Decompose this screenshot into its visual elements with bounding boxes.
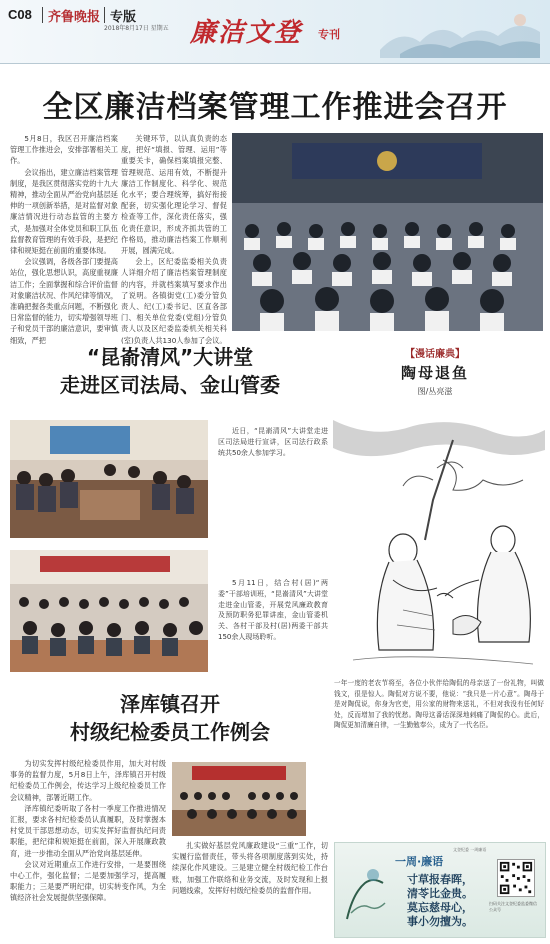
- paragraph: 5月8日，我区召开廉洁档案管理工作推进会，安排部署相关工作。: [10, 134, 118, 166]
- motto-line: 清苓比金贵。: [407, 887, 473, 900]
- article3-column-2: [172, 840, 328, 938]
- lecture-caption-2: [218, 578, 328, 670]
- caption-text: 5月11日，结合村(居)“两委”干部培训班，“昆嵛清风”大讲堂走进金山管委，开展党风廉政教育及预防职务犯罪讲座，金山管委机关、各村干部及村(居)两委干部共150余人现场聆听。: [218, 579, 328, 641]
- comic-verse-text: 一年一度的老农节将至，各位小伙伴给陶侃的母亲送了一份礼物，叫做钱文，很是惊人。陶侃对方说不要，他说：“我只是一片心意”。陶母于是对陶侃说，你身为官吏，用公家的财物来送礼，不但对我没有任何好处，反而增加了我的忧愁。陶母这番话深深地刺痛了陶侃的心。此后，陶侃更加清廉自律，一生勤勉奉公，成为了一代名臣。: [334, 679, 544, 729]
- ink-landscape-decoration: [380, 8, 540, 58]
- section-name: 专版: [110, 10, 137, 25]
- paragraph: 会议指出，建立廉洁档案管理制度，是我区贯彻落实党的十九大精神，推动全面从严治党向基层延伸的一项创新举措，是对监督对象廉洁情况进行动态监管的主要方式，是加强对全体党员和职工队伍监督教育管理的有效手段，是把纪律和规矩挺在前面的重要体现。: [10, 167, 118, 256]
- comic-credit: 图/丛亮滋: [417, 387, 453, 396]
- qr-code-icon[interactable]: [497, 859, 535, 897]
- article1-column-1: [10, 133, 118, 345]
- paragraph: 泽库镇纪委听取了各村一季度工作推进情况汇报，要求各村纪检委员认真履职，及时掌握本村党员干部思想动态，切实发挥好监督执纪问责职能，把纪律和规矩挺在前面，深入开展廉政教育，进一步推动全面从严治党向基层延伸。: [10, 803, 166, 858]
- lecture-photo-jinshan: [10, 550, 208, 672]
- article3-column-1: [10, 758, 166, 938]
- issue-date: 2018年8月17日 星期五: [104, 25, 169, 32]
- article1-column-2: [121, 133, 227, 345]
- headline-line: 泽库镇召开: [120, 692, 220, 716]
- article3-headline: [20, 690, 320, 746]
- paragraph: 会上，区纪委监委相关负责人详细介绍了廉洁档案管理制度的内容，并就档案填写要求作出了说明。各镇街党(工)委分管负责人、纪(工)委书记、区直各部门、相关单位党委(党组)分管负责人以及区纪委监委机关相关科(室)负责人共130人参加了会议。: [121, 257, 227, 345]
- paragraph: 扎实做好基层党风廉政建设“三重”工作，切实履行监督责任，带头将各项制度落到实处，持续深化作风建设。三是建立健全村级纪检工作台账，加强工作联络和业务交流，及时发现和上报问题线索，发挥好村级纪检委员的监督作用。: [172, 841, 328, 895]
- ink-wash-decoration: [343, 863, 387, 923]
- caption-text: 近日，“昆嵛清风”大讲堂走进区司法局进行宣讲，区司法行政系统共50余人参加学习。: [218, 427, 328, 457]
- headline-line: 走进区司法局、金山管委: [60, 373, 280, 397]
- lecture-caption-1: [218, 426, 328, 486]
- article2-headline: [20, 343, 320, 399]
- masthead-divider: [42, 7, 43, 23]
- comic-title: 陶母退鱼: [400, 364, 469, 382]
- paragraph: 关键环节，以认真负责的态度，把好“填报、管理、运用”等重要关卡，确保档案填报完整、管理规范、运用有效，不断提升廉洁工作制度化、科学化、规范化水平；要合理统筹，搞好衔接配套，切实强化理论学习、督促检查等工作，深化责任落实，强化责任意识，形成齐抓共管的工作格局，推动廉洁档案工作顺利开展，圆满完成。: [121, 134, 227, 256]
- lecture-photo-justice-bureau: [10, 420, 208, 538]
- comic-column-tag: 【漫话廉典】: [405, 349, 465, 360]
- main-headline: 全区廉洁档案管理工作推进会召开: [42, 90, 508, 125]
- supplement-title: 廉洁文登: [190, 18, 303, 48]
- newspaper-name: 齐鲁晚报: [48, 10, 101, 25]
- motto-line: 寸草报春晖，: [407, 873, 473, 886]
- paragraph: 为切实发挥村级纪检委员作用，加大对村级事务的监督力度，5月8日上午，泽库镇召开村级纪检委员工作例会，传达学习上级纪检委员工作会议精神，部署近期工作。: [10, 759, 166, 802]
- ad-title: 一周·廉语: [395, 855, 444, 868]
- page-number: C08: [8, 7, 32, 22]
- motto-line: 莫忘慈母心，: [407, 901, 473, 914]
- headline-line: “昆嵛清风”大讲堂: [86, 345, 254, 369]
- meeting-photo: [232, 133, 543, 331]
- paragraph: 会议强调，各级各部门要提高站位，强化思想认识，高度重视廉洁工作；全面掌握和综合评价监督对象廉洁状况、作风纪律等情况，准确把握各类重点问题，不断强化日常监督的能力，切实增强领导班子和党员干部的廉洁意识，要审慎细致，严把: [10, 257, 118, 345]
- weekly-motto-ad: [334, 842, 546, 938]
- headline-line: 村级纪检委员工作例会: [70, 720, 270, 744]
- meeting-photo-zeku: [172, 762, 306, 836]
- ad-note: 文登纪委 一周廉语: [453, 847, 487, 852]
- masthead-divider: [104, 7, 105, 23]
- supplement-subtitle: 专刊: [318, 28, 340, 41]
- comic-header: [360, 345, 510, 397]
- paragraph: 会议对近期重点工作进行安排，一是要围绕中心工作，强化监督；二是要加强学习，提高履职能力；三是要严明纪律，切实转变作风，为全镇经济社会发展提供坚强保障。: [10, 859, 166, 903]
- qr-caption: 扫码关注文登纪委监委微信公众号: [489, 901, 537, 912]
- comic-illustration: [333, 420, 545, 675]
- motto-line: 事小勿擅为。: [407, 915, 473, 928]
- page-masthead: [0, 0, 550, 64]
